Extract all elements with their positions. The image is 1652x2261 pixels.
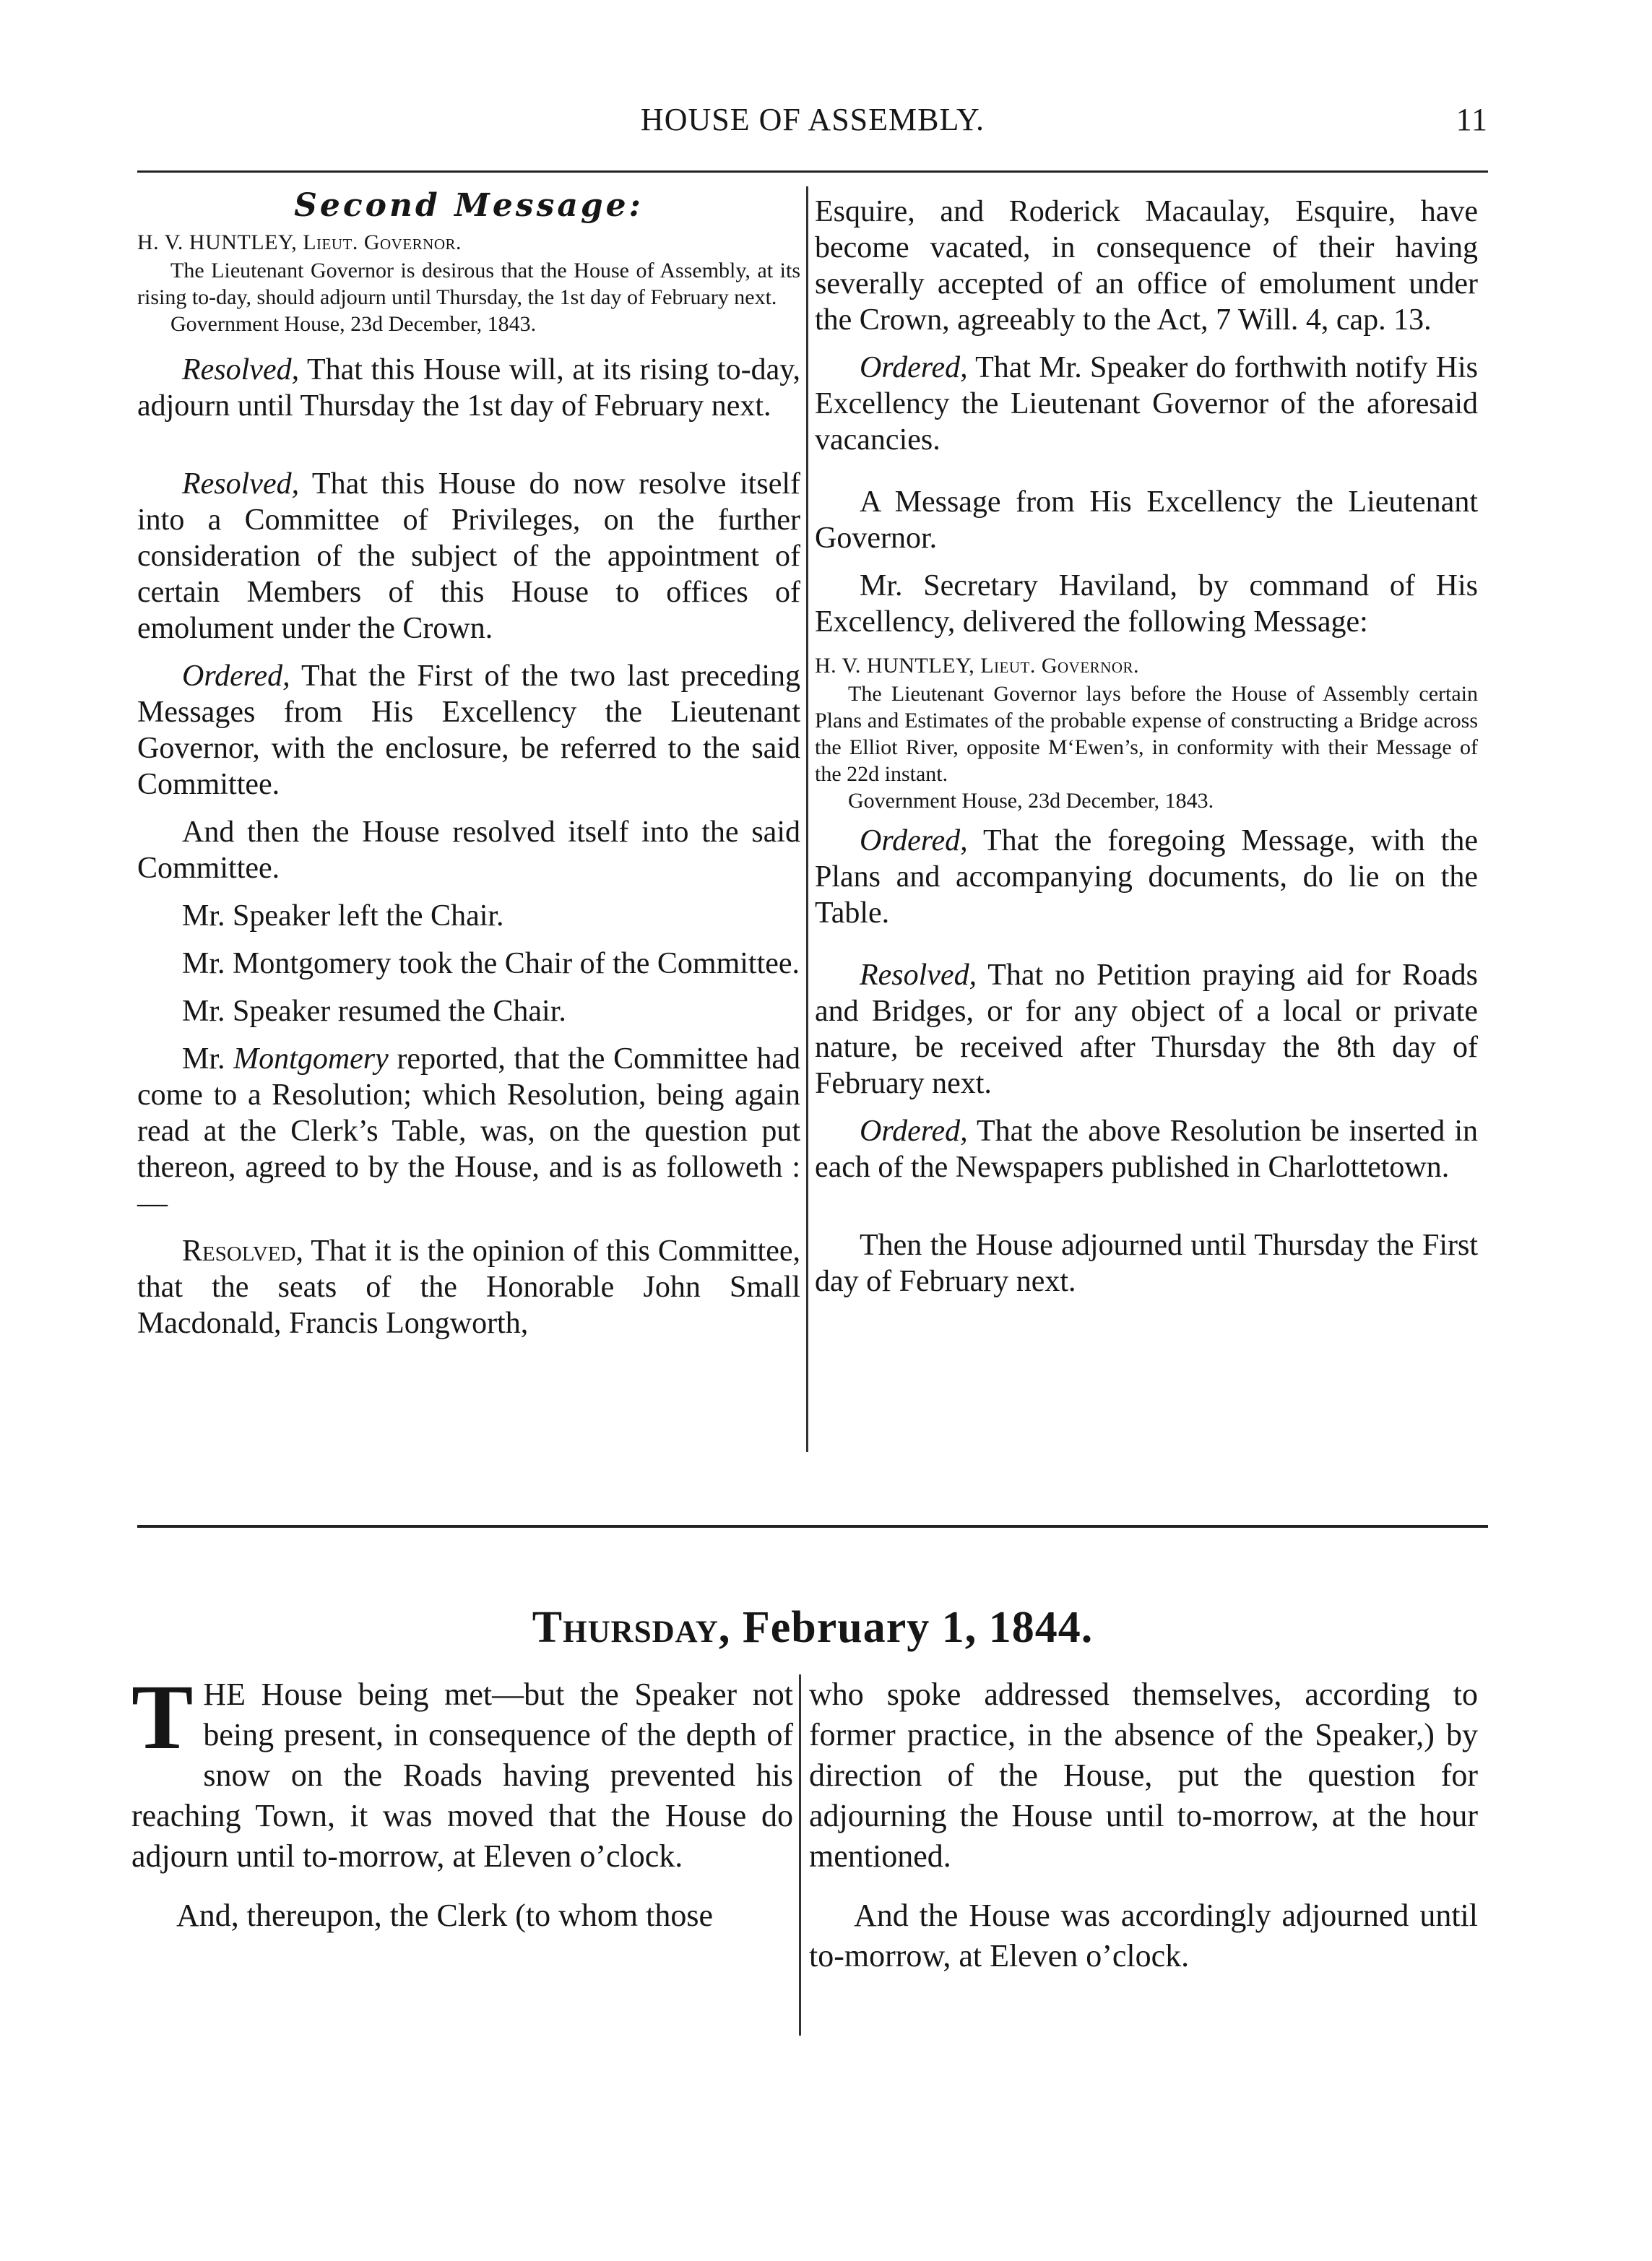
paragraph: Mr. Montgomery took the Chair of the Committee. (182, 947, 800, 980)
order-refer (137, 658, 800, 803)
order-newspapers (815, 1113, 1478, 1185)
order-text: That the above Resolution be inserted in each of the Newspapers published in Charlottetown. (815, 1115, 1478, 1184)
resolution-adjourn (137, 352, 800, 424)
report-prefix: Mr. (182, 1042, 234, 1076)
day-heading-weekday: Thursday, (532, 1603, 731, 1652)
ordered-label: Ordered, (182, 660, 290, 693)
paragraph: who spoke addressed themselves, according to former practice, in the absence of the Speaker,) by direction of the House, put the question for adjourning the House until to-morrow, at the hour mentioned. (809, 1677, 1478, 1874)
spacer (815, 943, 1478, 957)
message-dateline: Government House, 23d December, 1843. (848, 789, 1214, 813)
paragraph: And, thereupon, the Clerk (to whom those (176, 1898, 713, 1933)
section-rule (137, 1525, 1488, 1528)
report-text: reported, that the Committee had come to a Resolution; which Resolution, being again read at the Clerk’s Table, was, on the question put thereon, agreed to by the House, and is as followeth :— (137, 1042, 801, 1220)
running-header (137, 95, 1488, 146)
spacer (137, 436, 800, 466)
spacer (137, 337, 800, 352)
drop-cap: T (131, 1666, 194, 1768)
message-signature: H. V. HUNTLEY, Lieut. Governor. (137, 230, 462, 254)
order-table (815, 823, 1478, 931)
page-number: 11 (1456, 102, 1488, 137)
paragraph: Mr. Speaker left the Chair. (182, 899, 504, 933)
day-heading-date: February 1, 1844. (730, 1603, 1094, 1652)
member-name: Montgomery (233, 1042, 389, 1076)
left-column (137, 186, 800, 1353)
message-dateline: Government House, 23d December, 1843. (170, 312, 537, 336)
paragraph: A Message from His Excellency the Lieutenant Governor. (815, 485, 1478, 555)
resolved-label: Resolved, (182, 467, 300, 501)
message-heading: Second Message: (294, 187, 644, 224)
message-signature: H. V. HUNTLEY, Lieut. Governor. (815, 654, 1139, 678)
paragraph: Then the House adjourned until Thursday the First day of February next. (815, 1229, 1478, 1298)
paragraph: Esquire, and Roderick Macaulay, Esquire, have become vacated, in consequence of their having severally accepted of an office of emolument under the Crown, agreeably to the Act, 7 Will. 4, cap. 13. (815, 195, 1478, 337)
resolution-text: That this House will, at its rising to-day, adjourn until Thursday the 1st day of February next. (137, 353, 800, 423)
column-divider (799, 1674, 801, 2036)
resolved-label: Resolved, (860, 959, 977, 992)
bottom-left-column (131, 1666, 793, 1946)
order-notify (815, 350, 1478, 458)
spacer (815, 470, 1478, 484)
paragraph-text: HE House being met—but the Speaker not being present, in consequence of the depth of snow on the Roads having prevented his reaching Town, it was moved that the House do adjourn until to-morrow, at Eleven o’clock. (131, 1677, 793, 1874)
resolution-petitions (815, 957, 1478, 1102)
message-body: The Lieutenant Governor lays before the House of Assembly certain Plans and Estimates of the probable expense of constructing a Bridge across the Elliot River, opposite M‘Ewen’s, in conformity with their Message of the 22d instant. (815, 682, 1478, 786)
paragraph (131, 1666, 793, 1877)
resolved-label: Resolved, (182, 1235, 303, 1268)
order-text: That the foregoing Message, with the Plans and accompanying documents, do lie on the Table. (815, 824, 1478, 930)
resolved-label: Resolved, (182, 353, 300, 386)
bottom-right-column (809, 1674, 1478, 1987)
committee-resolution (137, 1233, 800, 1341)
header-rule (137, 170, 1488, 173)
right-column (815, 194, 1478, 1311)
paragraph: And then the House resolved itself into the said Committee. (137, 816, 800, 885)
ordered-label: Ordered, (860, 824, 968, 857)
resolution-text: That this House do now resolve itself into a Committee of Privileges, on the further consideration of the subject of the appointment of certain Members of this House to offices of emolument under the Crown. (137, 467, 800, 645)
ordered-label: Ordered, (860, 351, 968, 384)
running-title: HOUSE OF ASSEMBLY. (640, 102, 985, 137)
paragraph: Mr. Secretary Haviland, by command of His Excellency, delivered the following Message: (815, 569, 1478, 639)
column-divider (806, 186, 808, 1452)
paragraph: And the House was accordingly adjourned until to-morrow, at Eleven o’clock. (809, 1898, 1478, 1973)
order-text: That the First of the two last preceding Messages from His Excellency the Lieutenant Governor, with the enclosure, be referred to the said Committee. (137, 660, 800, 801)
message-body: The Lieutenant Governor is desirous that the House of Assembly, at its rising to-day, should adjourn until Thursday, the 1st day of February next. (137, 259, 800, 309)
resolution-text: That no Petition praying aid for Roads and Bridges, or for any object of a local or private nature, be received after Thursday the 8th day of February next. (815, 959, 1478, 1100)
committee-report (137, 1041, 800, 1222)
resolution-committee (137, 466, 800, 647)
order-text: That Mr. Speaker do forthwith notify His Excellency the Lieutenant Governor of the aforesaid vacancies. (815, 351, 1478, 457)
day-heading (137, 1602, 1488, 1653)
paragraph: Mr. Speaker resumed the Chair. (182, 995, 566, 1028)
resolution-text: That it is the opinion of this Committee, that the seats of the Honorable John Small Macdonald, Francis Longworth, (137, 1235, 800, 1340)
ordered-label: Ordered, (860, 1115, 968, 1148)
spacer (815, 1197, 1478, 1227)
